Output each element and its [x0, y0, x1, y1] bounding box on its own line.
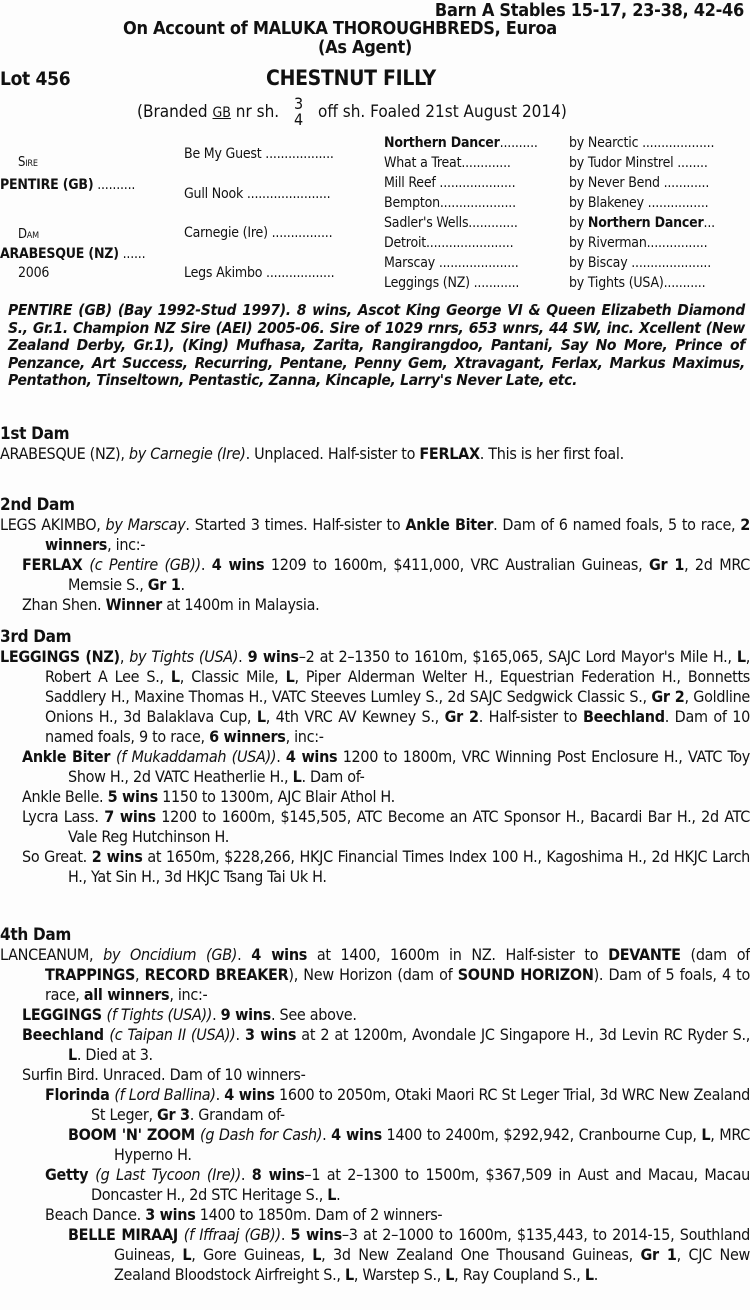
bold-text: 5 wins	[107, 787, 158, 806]
brand-suffix: off sh. Foaled 21st August 2014)	[318, 102, 567, 122]
text: , MRC Hyperno H.	[114, 1125, 750, 1164]
italic-text: by Carnegie (Ire)	[128, 444, 246, 463]
text: , Robert A Lee S.,	[45, 647, 750, 686]
text: at 1400m in Malaysia.	[161, 595, 320, 614]
text: , Warstep S.,	[353, 1265, 446, 1284]
pedigree-entry	[0, 1085, 750, 1125]
text: .	[280, 1225, 291, 1244]
pedigree-entry	[0, 647, 750, 747]
sire-summary: PENTIRE (GB) (Bay 1992-Stud 1997). 8 wins, Ascot King George VI & Queen Elizabeth Diamond S., Gr.1. Champion NZ Sire (AEI) 2005-06. Sire of 1029 rnrs, 653 wnrs, 44 SW, inc. Xcellent (New Zealand Derby, Gr.1), (King) Mufhasa, Zarita, Rangirangdoo, Pantani, Say No More, Prince of Penzance, Art Success, Recurring, Pentane, Penny Gem, Xtravagant, Ferlax, Markus Maximus, Pentathon, Tinseltown, Pentastic, Zanna, Kincaple, Larry's Never Late, etc.	[8, 301, 745, 389]
pedigree-entry	[0, 1225, 750, 1285]
text: –3 at 2–1000 to 1600m, $135,443, to 2014-15, Southland Guineas,	[114, 1225, 750, 1264]
gen3-by: by Tights (USA)...........	[569, 275, 706, 291]
bold-text: Gr 1	[649, 555, 685, 574]
bold-text: 4 wins	[224, 1085, 275, 1104]
text: . Grandam of-	[189, 1105, 285, 1124]
pedigree-entry	[0, 787, 750, 807]
brand-mid: nr sh.	[235, 102, 280, 122]
text: , inc:-	[107, 535, 146, 554]
bold-text: L	[285, 667, 295, 686]
text: .	[215, 1085, 225, 1104]
text: . Dam of-	[301, 767, 365, 786]
gen2-sire-dam: Gull Nook ......................	[184, 186, 331, 202]
bold-text: all winners	[83, 985, 170, 1004]
text: , Gore Guineas,	[191, 1245, 313, 1264]
bold-text: L	[312, 1245, 322, 1264]
bold-text: 4 wins	[251, 945, 308, 964]
gen2-dam-sire: Carnegie (Ire) ................	[184, 225, 333, 241]
gen2-sire-sire: Be My Guest ..................	[184, 146, 334, 162]
gen3-by: by Biscay .....................	[569, 255, 712, 271]
bold-text: Florinda	[45, 1085, 115, 1104]
gen3-by: by Riverman................	[569, 235, 708, 251]
text: Beach Dance.	[45, 1205, 146, 1224]
fraction-denominator: 4	[294, 110, 304, 129]
text: 1400 to 1850m. Dam of 2 winners-	[195, 1205, 443, 1224]
bold-text: L	[182, 1245, 192, 1264]
italic-text: (c Pentire (GB))	[89, 555, 201, 574]
text: Zhan Shen.	[22, 595, 106, 614]
pedigree-entry	[0, 444, 750, 464]
bold-text: Winner	[105, 595, 162, 614]
italic-text: (f Lord Ballina)	[114, 1085, 216, 1104]
dam-section-2	[0, 495, 750, 615]
bold-text: 6 winners	[209, 727, 286, 746]
text: at 2 at 1200m, Avondale JC Singapore H., 3d Levin RC Ryder S.,	[296, 1025, 750, 1044]
dam-section-3	[0, 627, 750, 887]
dam-label: Dam	[18, 227, 39, 242]
gen3-name: Sadler's Wells.............	[384, 215, 518, 231]
bold-text: Ankle Biter	[405, 515, 494, 534]
bold-text: L	[292, 767, 302, 786]
bold-text: 5 wins	[290, 1225, 342, 1244]
brand-description	[137, 96, 567, 128]
bold-text: L	[701, 1125, 711, 1144]
pedigree-entry	[0, 1005, 750, 1025]
bold-text: 4 wins	[285, 747, 338, 766]
text: . Dam of 10 named foals, 9 to race,	[45, 707, 750, 746]
gen3-name: Marscay .....................	[384, 255, 519, 271]
bold-text: L	[256, 707, 266, 726]
text: , inc:-	[285, 727, 324, 746]
agent-note: (As Agent)	[318, 37, 412, 58]
text: , 4th VRC AV Kewney S.,	[265, 707, 445, 726]
text: .	[322, 1125, 332, 1144]
italic-text: (f Tights (USA))	[106, 1005, 213, 1024]
bold-text: Gr 1	[147, 575, 181, 594]
bold-text: L	[584, 1265, 594, 1284]
text: , CJC New Zealand Bloodstock Airfreight S.,	[114, 1245, 750, 1284]
by-sire-bold: Northern Dancer	[587, 215, 704, 231]
gen3-name: Northern Dancer	[384, 135, 500, 151]
bold-text: L	[445, 1265, 455, 1284]
dam-heading: 4th Dam	[0, 925, 72, 945]
text: Lycra Lass.	[22, 807, 105, 826]
gen3-by: by Blakeney ................	[569, 195, 709, 211]
gen3-row	[384, 135, 538, 151]
italic-text: (c Taipan II (USA))	[109, 1025, 236, 1044]
text: ARABESQUE (NZ),	[0, 444, 129, 463]
text: 1150 to 1300m, AJC Blair Athol H.	[157, 787, 395, 806]
italic-text: (g Last Tycoon (Ire))	[95, 1165, 241, 1184]
bold-text: Gr 1	[640, 1245, 677, 1264]
bold-text: Ankle Biter	[22, 747, 116, 766]
text: .	[235, 1025, 245, 1044]
sire-label: Sire	[18, 155, 38, 170]
bold-text: Gr 2	[651, 687, 685, 706]
bold-text: L	[327, 1185, 337, 1204]
barn-location: Barn A Stables 15-17, 23-38, 42-46	[434, 0, 744, 21]
italic-text: (f Mukaddamah (USA))	[115, 747, 277, 766]
bold-text: L	[344, 1265, 354, 1284]
text: –2 at 2–1350 to 1610m, $165,065, SAJC Lord Mayor's Mile H.,	[298, 647, 737, 666]
bold-text: 4 wins	[211, 555, 265, 574]
pedigree-entry	[0, 847, 750, 887]
text: .	[180, 575, 185, 594]
text: ,	[119, 647, 130, 666]
pedigree-entry	[0, 1025, 750, 1065]
gen3-by	[569, 215, 715, 231]
gen3-by: by Tudor Minstrel ........	[569, 155, 708, 171]
text: ), New Horizon (dam of	[288, 965, 458, 984]
dam-heading: 2nd Dam	[0, 495, 75, 515]
text: . See above.	[270, 1005, 357, 1024]
bold-text: SOUND HORIZON	[457, 965, 594, 984]
bold-text: L	[736, 647, 746, 666]
text: . Died at 3.	[76, 1045, 153, 1064]
bold-text: Beechland	[582, 707, 665, 726]
text: .	[237, 945, 252, 964]
text: Surfin Bird. Unraced. Dam of 10 winners-	[22, 1065, 306, 1084]
bold-text: RECORD BREAKER	[144, 965, 289, 984]
bold-text: LEGGINGS	[22, 1005, 107, 1024]
bold-text: 3 wins	[145, 1205, 196, 1224]
text: . Started 3 times. Half-sister to	[185, 515, 406, 534]
bold-text: 8 wins	[251, 1165, 305, 1184]
pedigree-entry	[0, 747, 750, 787]
pedigree-entry	[0, 595, 750, 615]
text: , Classic Mile,	[179, 667, 286, 686]
text: .	[593, 1265, 598, 1284]
text: . Unplaced. Half-sister to	[245, 444, 420, 463]
bold-text: L	[170, 667, 180, 686]
text: , Piper Alderman Welter H., Equestrian Federation H., Bonnetts Saddlery H., Maxine Thomas H., VATC Steeves Lumley S., 2d SAJC Sedgwick Classic S.,	[45, 667, 750, 706]
sire-name-text: PENTIRE (GB)	[0, 177, 94, 193]
pedigree-entry	[0, 1065, 750, 1085]
text: 1600 to 2050m, Otaki Maori RC St Leger Trial, 3d WRC New Zealand St Leger,	[91, 1085, 750, 1124]
bold-text: BELLE MIRAAJ	[68, 1225, 184, 1244]
pedigree-entry	[0, 515, 750, 555]
text: –1 at 2–1300 to 1500m, $367,509 in Aust and Macau, Macau Doncaster H., 2d STC Heritage S.,	[91, 1165, 750, 1204]
italic-text: by Marscay	[105, 515, 186, 534]
page-title: CHESTNUT FILLY	[266, 66, 436, 90]
text: ,	[135, 965, 145, 984]
dam-section-1	[0, 424, 750, 464]
text: ). Dam of 5 foals, 4 to race,	[45, 965, 750, 1004]
text: , 2d MRC Memsie S.,	[68, 555, 750, 594]
bold-text: 9 wins	[247, 647, 299, 666]
italic-text: by Oncidium (GB)	[103, 945, 238, 964]
gen3-by: by Nearctic ...................	[569, 135, 715, 151]
text: LANCEANUM,	[0, 945, 104, 964]
dots: ...	[703, 215, 715, 231]
by-prefix: by	[569, 215, 588, 231]
sire-name	[0, 177, 135, 193]
text: .	[238, 647, 248, 666]
brand-fraction	[294, 96, 303, 128]
pedigree-entry	[0, 807, 750, 847]
pedigree-entry	[0, 1165, 750, 1205]
text: (dam of	[680, 945, 750, 964]
bold-text: LEGGINGS (NZ)	[0, 647, 120, 666]
lot-number: Lot 456	[0, 68, 71, 90]
dam-year: 2006	[18, 265, 50, 281]
dam-name-text: ARABESQUE (NZ)	[0, 246, 119, 262]
fraction-numerator: 3	[294, 94, 304, 113]
gen3-name: Detroit.......................	[384, 235, 514, 251]
bold-text: TRAPPINGS	[45, 965, 136, 984]
text: , inc:-	[169, 985, 208, 1004]
text: , Goldline Onions H., 3d Balaklava Cup,	[45, 687, 750, 726]
pedigree-entry	[0, 1205, 750, 1225]
dots: ......	[122, 246, 146, 262]
dam-name	[0, 246, 145, 262]
text: .	[212, 1005, 221, 1024]
italic-text: by Tights (USA)	[129, 647, 239, 666]
text: 1400 to 2400m, $292,942, Cranbourne Cup,	[381, 1125, 702, 1144]
text: , 3d New Zealand One Thousand Guineas,	[321, 1245, 641, 1264]
bold-text: Beechland	[22, 1025, 110, 1044]
dots: ..........	[97, 177, 136, 193]
bold-text: L	[68, 1045, 77, 1064]
gen3-name: Leggings (NZ) ............	[384, 275, 520, 291]
italic-text: (f Iffraaj (GB))	[183, 1225, 281, 1244]
gen3-name: Bempton....................	[384, 195, 516, 211]
pedigree-entry	[0, 945, 750, 1005]
text: .	[200, 555, 212, 574]
dam-heading: 3rd Dam	[0, 627, 72, 647]
text: at 1400, 1600m in NZ. Half-sister to	[307, 945, 609, 964]
bold-text: 9 wins	[220, 1005, 271, 1024]
bold-text: 2 winners	[45, 515, 750, 554]
pedigree-entry	[0, 555, 750, 595]
bold-text: BOOM 'N' ZOOM	[68, 1125, 201, 1144]
gen3-name: What a Treat.............	[384, 155, 511, 171]
text: 1200 to 1600m, $145,505, ATC Become an ATC Sponsor H., Bacardi Bar H., 2d ATC Vale Reg Hutchinson H.	[68, 807, 750, 846]
text: Ankle Belle.	[22, 787, 108, 806]
gen2-dam-dam: Legs Akimbo ..................	[184, 265, 335, 281]
brand-prefix: (Branded	[137, 102, 208, 122]
bold-text: Gr 3	[157, 1105, 190, 1124]
bold-text: Gr 2	[444, 707, 479, 726]
text: .	[336, 1185, 341, 1204]
text: So Great.	[22, 847, 92, 866]
bold-text: FERLAX	[419, 444, 480, 463]
bold-text: 2 wins	[91, 847, 143, 866]
dots: ..........	[499, 135, 538, 151]
text: , Ray Coupland S.,	[454, 1265, 585, 1284]
text: . This is her first foal.	[479, 444, 624, 463]
text: 1209 to 1600m, $411,000, VRC Australian Guineas,	[264, 555, 649, 574]
pedigree-entry	[0, 1125, 750, 1165]
vendor-account: On Account of MALUKA THOROUGHBREDS, Euroa	[123, 18, 557, 39]
gen3-by: by Never Bend ............	[569, 175, 710, 191]
text: . Half-sister to	[478, 707, 583, 726]
text: . Dam of 6 named foals, 5 to race,	[493, 515, 741, 534]
brand-mark-icon: GB	[212, 105, 231, 121]
dam-heading: 1st Dam	[0, 424, 70, 444]
text: .	[240, 1165, 252, 1184]
text: .	[276, 747, 286, 766]
bold-text: 7 wins	[104, 807, 156, 826]
bold-text: 3 wins	[244, 1025, 297, 1044]
bold-text: Getty	[45, 1165, 96, 1184]
bold-text: DEVANTE	[608, 945, 681, 964]
text: at 1650m, $228,266, HKJC Financial Times Index 100 H., Kagoshima H., 2d HKJC Larch H., Yat Sin H., 3d HKJC Tsang Tai Uk H.	[68, 847, 750, 886]
text: 1200 to 1800m, VRC Winning Post Enclosure H., VATC Toy Show H., 2d VATC Heatherlie H.,	[68, 747, 750, 786]
text: LEGS AKIMBO,	[0, 515, 106, 534]
bold-text: FERLAX	[22, 555, 90, 574]
gen3-name: Mill Reef ....................	[384, 175, 516, 191]
bold-text: 4 wins	[331, 1125, 382, 1144]
dam-section-4	[0, 925, 750, 1285]
italic-text: (g Dash for Cash)	[200, 1125, 323, 1144]
